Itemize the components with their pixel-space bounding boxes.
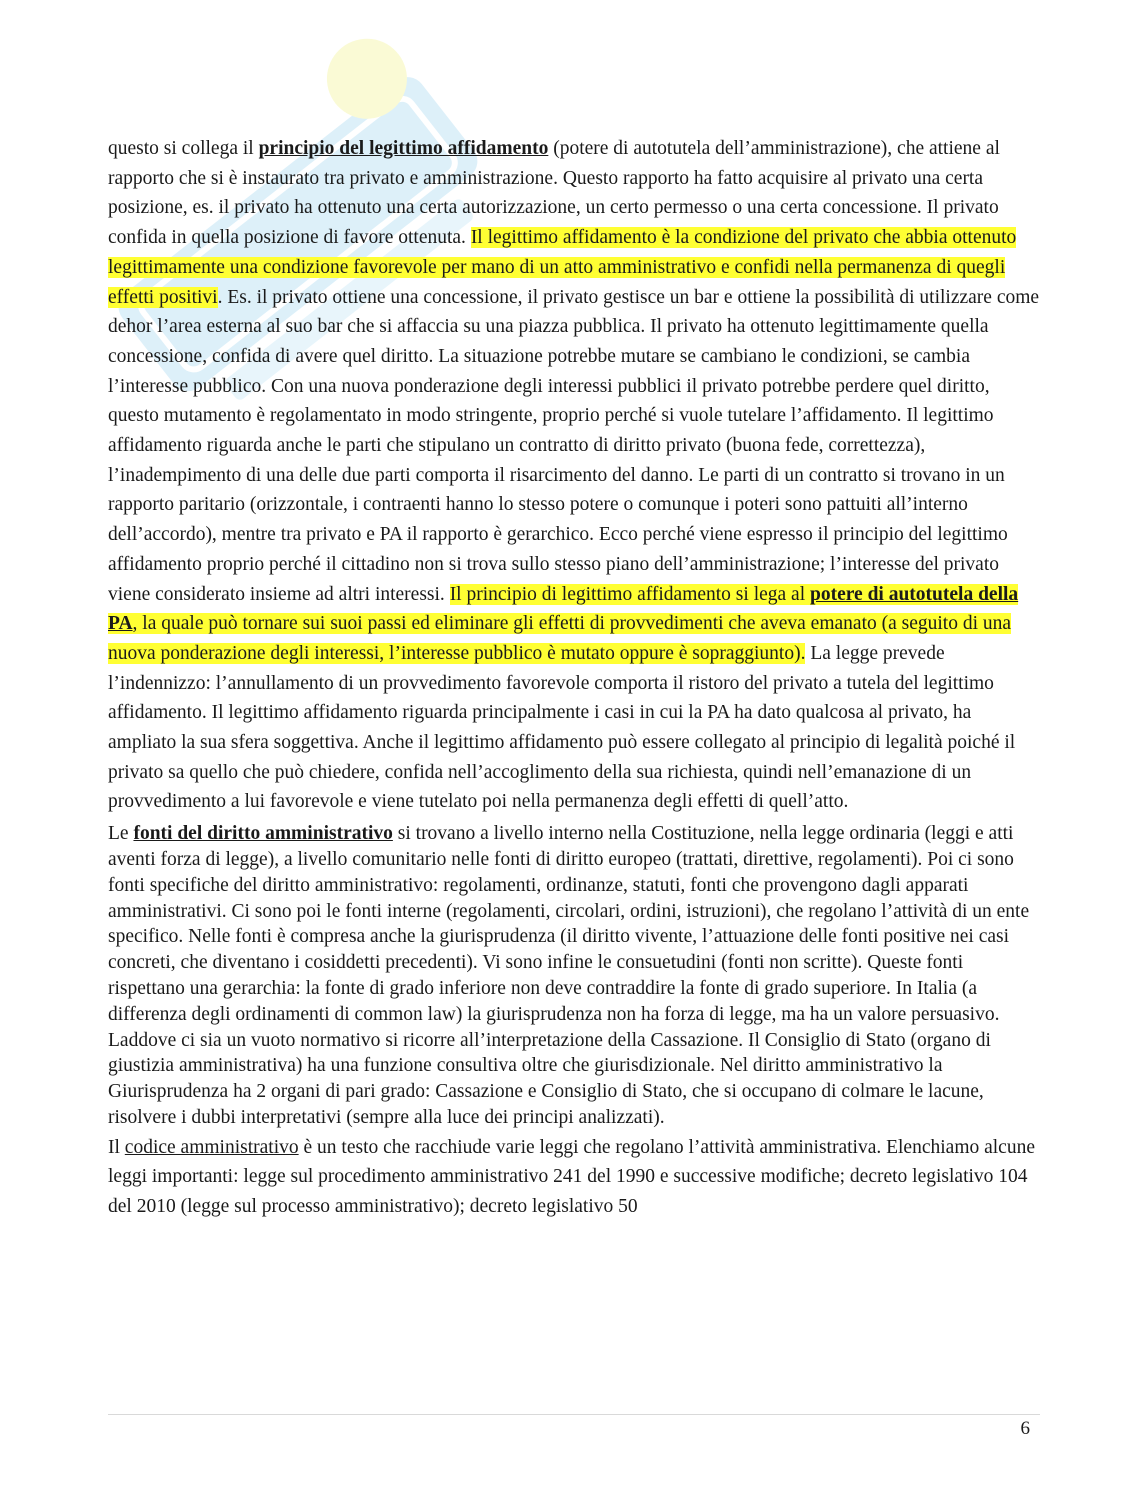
term-principio-legittimo-affidamento: principio del legittimo affidamento bbox=[258, 138, 549, 159]
footer-divider bbox=[108, 1414, 1040, 1415]
text-run: è un testo che racchiude varie leggi che regolano l’attività amministrativa. Elenchiamo alcune leggi importanti: legge sul procedimento amministrativo 241 del 1990 e successive modifiche; decreto legislativo 104 del 2010 (legge sul processo amministrativo); decreto legislativo 50 bbox=[108, 1136, 1035, 1218]
highlighted-definition: Il legittimo affidamento è la condizione del privato che abbia ottenuto legittimamente una condizione favorevole per mano di un atto amministrativo e confidi nella permanenza di quegli effetti positivi bbox=[108, 227, 1017, 308]
paragraph-legittimo-affidamento bbox=[108, 134, 1040, 817]
body-text bbox=[108, 134, 1040, 1222]
text-run: La legge prevede l’indennizzo: l’annullamento di un provvedimento favorevole comporta il ristoro del privato a tutela del legittimo affidamento. Il legittimo affidamento riguarda principalmente i casi in cui la PA ha dato qualcosa al privato, ha ampliato la sua sfera soggettiva. Anche il legittimo affidamento può essere collegato al principio di legalità poiché il privato sa quello che può chiedere, confida nell’accoglimento della sua richiesta, quindi nell’emanazione di un provvedimento a lui favorevole e viene tutelato poi nella permanenza degli effetti di quell’atto. bbox=[108, 642, 1016, 813]
paragraph-codice bbox=[108, 1133, 1040, 1222]
highlighted-autotutela-intro: Il principio di legittimo affidamento si lega al bbox=[449, 583, 810, 605]
text-run: Le bbox=[108, 823, 134, 845]
page-number: 6 bbox=[1020, 1418, 1030, 1439]
text-run: (potere di autotutela dell’amministrazione), che attiene al rapporto che si è instaurato tra privato e amministrazione. Questo rapporto ha fatto acquisire al privato una certa posizione, es. il privato ha ottenuto una certa autorizzazione, un certo permesso o una certa concessione. Il privato confida in quella posizione di favore ottenuta. bbox=[108, 138, 1000, 249]
term-fonti-diritto-amministrativo: fonti del diritto amministrativo bbox=[133, 823, 393, 845]
text-run: . Es. il privato ottiene una concessione, il privato gestisce un bar e ottiene la possibilità di utilizzare come dehor l’area esterna al suo bar che si affaccia su una piazza pubblica. Il privato ha ottenuto legittimamente quella concessione, confida di avere quel diritto. La situazione potrebbe mutare se cambiano le condizioni, se cambia l’interesse pubblico. Con una nuova ponderazione degli interessi pubblici il privato potrebbe perdere quel diritto, questo mutamento è regolamentato in modo stringente, proprio perché si vuole tutelare l’affidamento. Il legittimo affidamento riguarda anche le parti che stipulano un contratto di diritto privato (buona fede, correttezza), l’inadempimento di una delle due parti comporta il risarcimento del danno. Le parti di un contratto si trovano in un rapporto paritario (orizzontale, i contraenti hanno lo stesso potere o comunque i poteri sono pattuiti all’interno dell’accordo), mentre tra privato e PA il rapporto è gerarchico. Ecco perché viene espresso il principio del legittimo affidamento proprio perché il cittadino non si trova sullo stesso piano dell’amministrazione; l’interesse del privato viene considerato insieme ad altri interessi. bbox=[108, 286, 1040, 605]
text-run: Il bbox=[108, 1136, 125, 1158]
term-potere-autotutela: potere di autotutela della PA bbox=[108, 583, 1019, 635]
highlighted-autotutela-text: , la quale può tornare sui suoi passi ed eliminare gli effetti di provvedimenti che aveva emanato (a seguito di una nuova ponderazione degli interessi, l’interesse pubblico è mutato oppure è sopraggiunto). bbox=[108, 613, 1012, 664]
text-run: questo si collega il bbox=[108, 138, 259, 159]
text-run: si trovano a livello interno nella Costituzione, nella legge ordinaria (leggi e atti aventi forza di legge), a livello comunitario nelle fonti di diritto europeo (trattati, direttive, regolamenti). Poi ci sono fonti specifiche del diritto amministrativo: regolamenti, ordinanze, statuti, fonti che provengono dagli apparati amministrativi. Ci sono poi le fonti interne (regolamenti, circolari, ordini, istruzioni), che regolano l’attività di un ente specifico. Nelle fonti è compresa anche la giurisprudenza (il diritto vivente, l’attuazione delle fonti positive nei casi concreti, che diventano i cosiddetti precedenti). Vi sono infine le consuetudini (fonti non scritte). Queste fonti rispettano una gerarchia: la fonte di grado inferiore non deve contraddire la fonte di grado superiore. In Italia (a differenza degli ordinamenti di common law) la giurisprudenza non ha forza di legge, ma ha un valore persuasivo. Laddove ci sia un vuoto normativo si ricorre all’interpretazione della Cassazione. Il Consiglio di Stato (organo di giustizia amministrativa) ha una funzione consultiva oltre che giurisdizionale. Nel diritto amministrativo la Giurisprudenza ha 2 organi di pari grado: Cassazione e Consiglio di Stato, che si occupano di colmare le lacune, risolvere i dubbi interpretativi (sempre alla luce dei principi analizzati). bbox=[108, 823, 1030, 1128]
paragraph-fonti bbox=[108, 821, 1040, 1131]
term-codice-amministrativo: codice amministrativo bbox=[124, 1136, 299, 1158]
